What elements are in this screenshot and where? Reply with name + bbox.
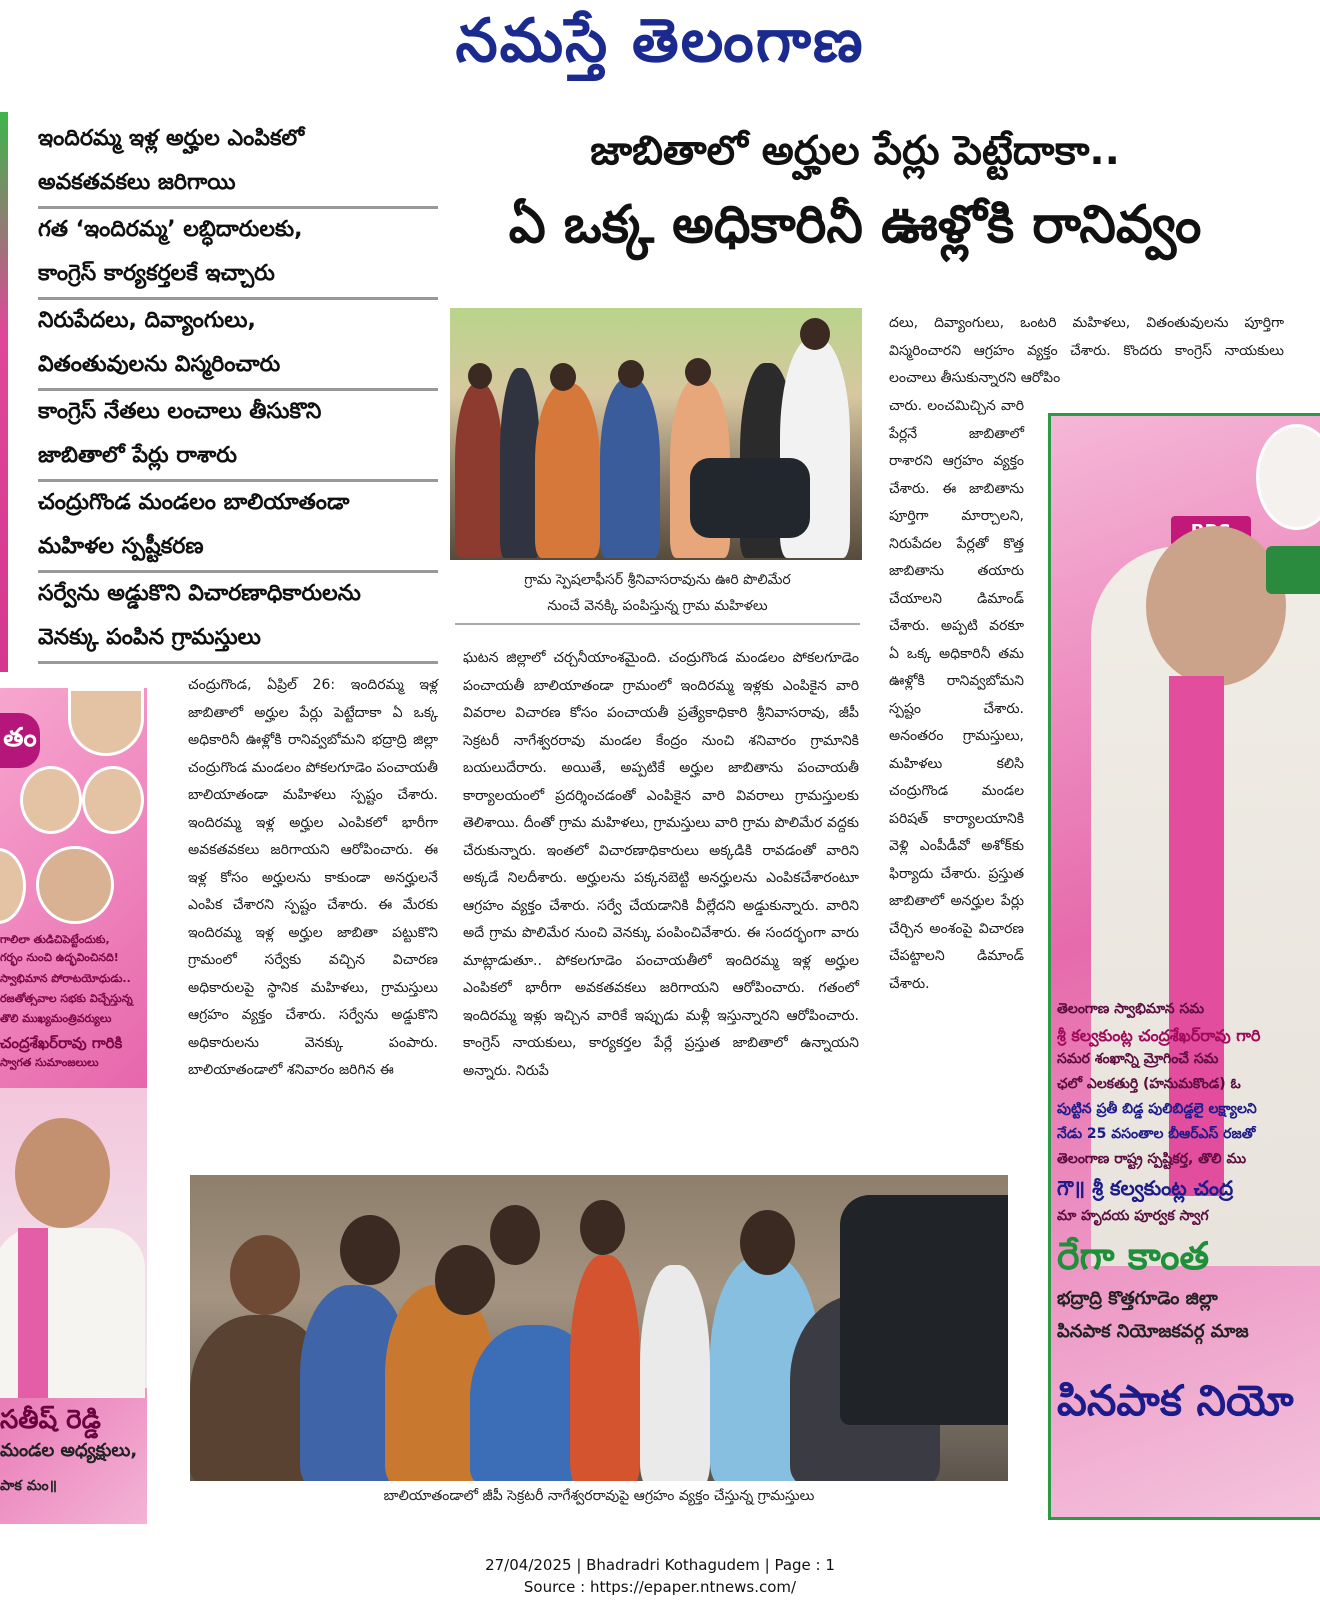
ad-left-line: రజతోత్సవాల సభకు విచ్చేస్తున్న [0,992,133,1005]
highlight-item: కాంగ్రెస్ నేతలు లంచాలు తీసుకొని [38,399,322,424]
highlight-item: కాంగ్రెస్ కార్యకర్తలకే ఇచ్చారు [38,253,438,300]
ad-left-line: స్వాగత సుమాంజలులు [0,1056,99,1069]
footer-source-line: Source : https://epaper.ntnews.com/ [523,1578,797,1596]
ad-left-line: గాలిలా తుడిచిపెట్టేందుకు, [0,933,110,946]
ad-right-name: రేగా కాంత [1057,1234,1210,1278]
ad-right-sub: భద్రాద్రి కొత్తగూడెం జిల్లా [1057,1288,1218,1309]
ad-left-banner: తం [0,713,40,768]
ad-right-line: సమర శంఖాన్ని మ్రోగించే సమ [1057,1051,1219,1067]
highlight-item: వితంతువులను విస్మరించారు [38,344,438,391]
photo-2-caption: బాలియాతండాలో జీపీ సెక్రటరీ నాగేశ్వరరావుపై ఆగ్రహం వ్యక్తం చేస్తున్న గ్రామస్తులు [383,1488,815,1504]
highlight-item: జాబితాలో పేర్లు రాశారు [38,435,438,482]
ad-right-line: తెలంగాణ స్వాభిమాన సమ [1057,1001,1205,1017]
portrait-1 [68,688,144,756]
photo-1-caption-line-1: గ్రామ స్పెషలాఫీసర్ శ్రీనివాసరావును ఊరి పొలిమేర [524,572,791,588]
ad-left-name: సతీష్ రెడ్డి [0,1405,101,1435]
ad-right-line: గౌ॥ శ్రీ కల్వకుంట్ల చంద్ర [1057,1176,1234,1200]
ad-left-strip [0,112,8,672]
photo-1-caption-line-2: నుంచే వెనక్కి పంపిస్తున్న గ్రామ మహిళలు [547,598,768,614]
ad-left-line: స్వాభిమాన పోరాటయోధుడు.. [0,972,131,985]
ad-right-bottom: పినపాక నియో [1057,1376,1294,1425]
highlights-list [38,118,438,664]
ad-left-line: గర్భం నుంచి ఉద్భవించినది! [0,951,119,964]
news-photo-2 [190,1175,1008,1481]
masthead: నమస్తే తెలంగాణ [455,5,865,76]
highlight-item: ఇందిరమ్మ ఇళ్ల అర్హుల ఎంపికలో [38,126,305,151]
ad-left-line: తొలి ముఖ్యమంత్రివర్యులు [0,1012,112,1025]
ad-right-line: నేడు 25 వసంతాల బీఆర్ఎస్ రజతో [1057,1126,1256,1142]
news-photo-1 [450,308,862,560]
ad-left-line: చంద్రశేఖర్‌రావు గారికి [0,1034,123,1052]
portrait-4 [0,848,26,924]
ad-right-line: ఛలో ఎలకతుర్తి (హనుమకొండ) ఓ [1057,1076,1241,1092]
ad-right [1048,413,1320,1520]
highlight-item: అవకతవకలు జరిగాయి [38,162,438,209]
footer-date-line: 27/04/2025 | Bhadradri Kothagudem | Page : 1 [485,1556,835,1574]
article-column-3-top: దలు, దివ్యాంగులు, ఒంటరి మహిళలు, వితంతువులను పూర్తిగా విస్మరించారని ఆగ్రహం వ్యక్తం చేశారు. కొందరు కాంగ్రెస్ నాయకులు లంచాలు తీసుకున్నారని ఆరోపిం [889,315,1284,386]
headline-line-2: ఏ ఒక్క అధికారినీ ఊళ్లోకి రానివ్వం [508,195,1202,255]
photo-1-caption [455,567,860,625]
highlight-item: గత ‘ఇందిరమ్మ’ లబ్ధిదారులకు, [38,217,303,242]
article-column-1: చంద్రుగొండ, ఏప్రిల్ 26: ఇందిరమ్మ ఇళ్ల జాబితాలో అర్హుల పేర్లు పెట్టేదాకా ఏ ఒక్క అధికారినీ ఊళ్లోకి రానివ్వబోమని భద్రాద్రి జిల్లా చంద్రుగొండ మండలం పోకలగూడెం పంచాయతీ బాలియాతండా మహిళలు స్పష్టం చేశారు. ఇందిరమ్మ ఇళ్ల అర్హుల ఎంపికలో భారీగా అవకతవకలు జరిగాయని ఆరోపించారు. ఈ ఇళ్ల కోసం అర్హులను కాకుండా అనర్హులనే ఎంపిక చేశారని స్పష్టం చేశారు. ఈ మేరకు ఇందిరమ్మ ఇళ్ల అర్హుల జాబితా పట్టుకొని గ్రామంలో సర్వేకు వచ్చిన విచారణ అధికారులపై స్థానిక మహిళలు, గ్రామస్తులు ఆగ్రహం వ్యక్తం చేశారు. సర్వేను అడ్డుకొని అధికారులను వెనక్కు పంపారు. బాలియాతండాలో శనివారం జరిగిన ఈ [188,677,438,1078]
ad-right-green-badge [1266,546,1320,594]
ad-right-line: తెలంగాణ రాష్ట్ర స్పష్టికర్త, తొలి ము [1057,1151,1247,1167]
headline-line-1: జాబితాలో అర్హుల పేర్లు పెట్టేదాకా.. [590,128,1120,174]
portrait-2 [20,766,82,834]
highlight-item: నిరుపేదలు, దివ్యాంగులు, [38,308,256,333]
ad-right-line: శ్రీ కల్వకుంట్ల చంద్రశేఖర్‌రావు గారి [1057,1026,1261,1045]
highlight-item: చంద్రుగొండ మండలం బాలియాతండా [38,490,350,515]
ad-left-sub: మండల అధ్యక్షులు, [0,1440,138,1461]
portrait-5 [36,846,114,924]
article-column-2: ఘటన జిల్లాలో చర్చనీయాంశమైంది. చంద్రుగొండ మండలం పోకలగూడెం పంచాయతీ బాలియాతండా గ్రామంలో ఇందిరమ్మ ఇళ్లకు ఎంపికైన వారి వివరాల విచారణ కోసం పంచాయతీ ప్రత్యేకాధికారి శ్రీనివాసరావు, జీపీ సెక్రటరీ నాగేశ్వరరావు మండల కేంద్రం నుంచి శనివారం గ్రామానికి బయలుదేరారు. అయితే, అప్పటికే అర్హుల జాబితాను పంచాయతీ కార్యాలయంలో ప్రదర్శించడంతో ఎంపికైన వారి వివరాలు గ్రామస్తులకు తెలిశాయి. దీంతో గ్రామ మహిళలు, గ్రామస్తులు వారి గ్రామ పొలిమేర వద్దకు చేరుకున్నారు. ఇంతలో విచారణాధికారులు అక్కడికి రావడంతో వారిని అక్కడే నిలదీశారు. అర్హులను పక్కనబెట్టి అనర్హులను ఎంపికచేశారంటూ ఆగ్రహం వ్యక్తం చేశారు. సర్వే చేయడానికి వీల్లేదని అడ్డుకున్నారు. వారిని అదే గ్రామ పొలిమేర నుంచి వెనక్కు పంపించివేశారు. ఈ సందర్భంగా వారు మాట్లాడుతూ.. పోకలగూడెం పంచాయతీలో ఇందిరమ్మ ఇళ్ల అర్హుల ఎంపికలో భారీగా అవకతవకలు జరిగాయని ఆరోపించారు. గతంలో ఇందిరమ్మ ఇళ్లు ఇచ్చిన వారికే ఇప్పుడు మళ్లీ ఇస్తున్నారని ఆరోపించారు. కాంగ్రెస్ నాయకులు, కార్యకర్తల పేర్లే ప్రస్తుత జాబితాలో ఉన్నాయని అన్నారు. నిరుపే [463,650,859,1079]
article-column-3: చారు. లంచమిచ్చిన వారి పేర్లనే జాబితాలో రాశారని ఆగ్రహం వ్యక్తం చేశారు. ఈ జాబితాను పూర్తిగా మార్చాలని, నిరుపేదల పేర్లతో కొత్త జాబితాను తయారు చేయాలని డిమాండ్ చేశారు. అప్పటి వరకూ ఏ ఒక్క అధికారినీ తమ ఊళ్లోకి రానివ్వబోమని స్పష్టం చేశారు. అనంతరం గ్రామస్తులు, మహిళలు కలిసి చంద్రుగొండ మండల పరిషత్ కార్యాలయానికి వెళ్లి ఎంపీడీవో అశోక్‌కు ఫిర్యాదు చేశారు. ప్రస్తుత జాబితాలో అనర్హుల పేర్లు చేర్చిన అంశంపై విచారణ చేపట్టాలని డిమాండ్ చేశారు. [889,398,1024,992]
portrait-top-right [1256,424,1320,530]
ad-right-sub: పినపాక నియోజకవర్గ మాజ [1057,1321,1249,1342]
highlight-item: వెనక్కు పంపిన గ్రామస్తులు [38,617,438,664]
highlight-item: సర్వేను అడ్డుకొని విచారణాధికారులను [38,581,361,606]
ad-right-portrait-head [1146,526,1286,686]
ad-right-line: మా హృదయ పూర్వక స్వాగ [1057,1208,1209,1224]
ad-left [0,688,147,1524]
ad-left-sub: పాక మం॥ [0,1478,58,1494]
ad-right-line: పుట్టిన ప్రతీ బిడ్డ పులిబిడ్డలై లక్ష్యాలని [1057,1101,1257,1117]
highlight-item: మహిళల స్పష్టీకరణ [38,526,438,573]
ad-left-photo [0,1088,147,1388]
footer [0,1554,1320,1598]
portrait-3 [82,766,144,834]
